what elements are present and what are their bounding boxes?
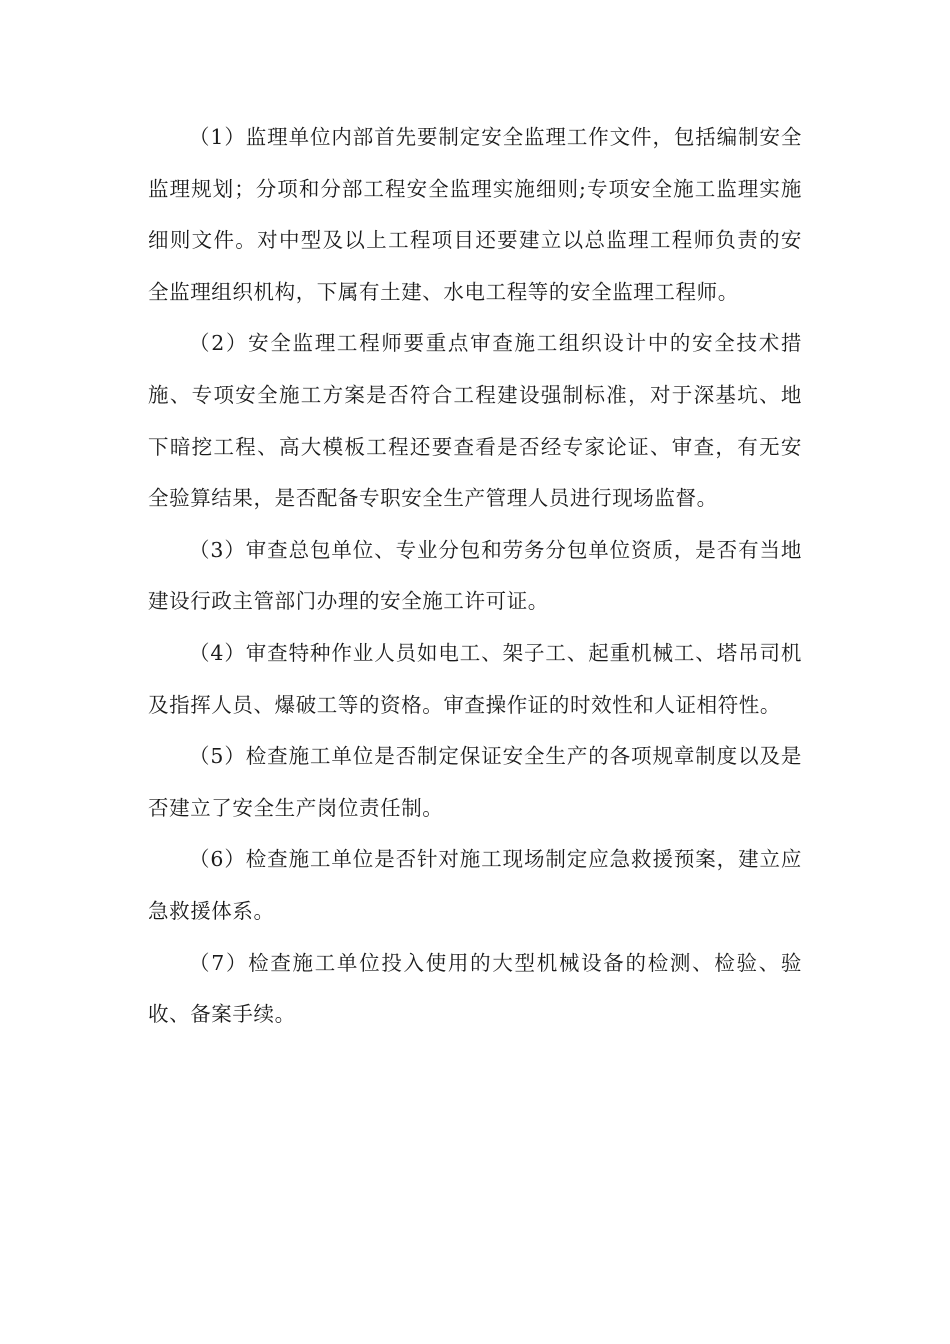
paragraph-6: （6）检查施工单位是否针对施工现场制定应急救援预案，建立应急救援体系。	[148, 847, 802, 923]
document-body	[148, 112, 802, 1041]
paragraph-2: （2）安全监理工程师要重点审查施工组织设计中的安全技术措施、专项安全施工方案是否符合工程建设强制标准，对于深基坑、地下暗挖工程、高大模板工程还要查看是否经专家论证、审查，有无安全验算结果，是否配备专职安全生产管理人员进行现场监督。	[148, 331, 802, 511]
paragraph-1: （1）监理单位内部首先要制定安全监理工作文件，包括编制安全监理规划；分项和分部工程安全监理实施细则;专项安全施工监理实施细则文件。对中型及以上工程项目还要建立以总监理工程师负责的安全监理组织机构，下属有土建、水电工程等的安全监理工程师。	[148, 125, 802, 304]
paragraph-4: （4）审查特种作业人员如电工、架子工、起重机械工、塔吊司机及指挥人员、爆破工等的资格。审查操作证的时效性和人证相符性。	[148, 640, 802, 717]
paragraph-3: （3）审查总包单位、专业分包和劳务分包单位资质，是否有当地建设行政主管部门办理的安全施工许可证。	[148, 537, 802, 614]
paragraph-5: （5）检查施工单位是否制定保证安全生产的各项规章制度以及是否建立了安全生产岗位责任制。	[148, 744, 802, 820]
paragraph-7: （7）检查施工单位投入使用的大型机械设备的检测、检验、验收、备案手续。	[148, 950, 802, 1027]
